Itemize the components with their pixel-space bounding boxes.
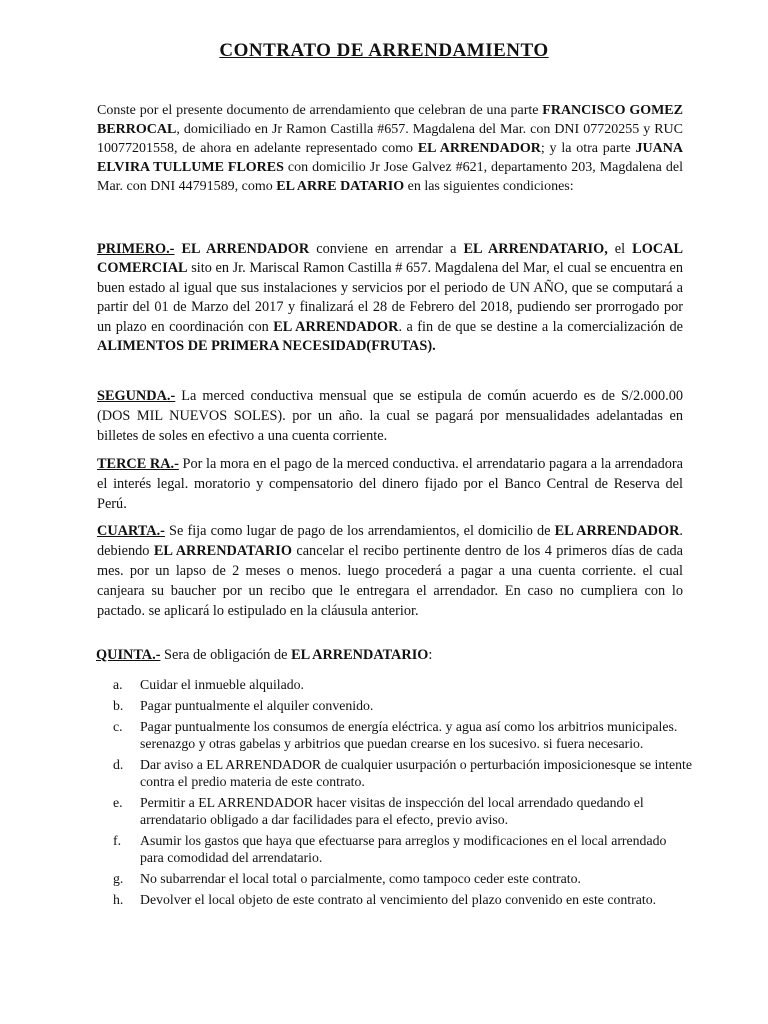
intro-text-1: Conste por el presente documento de arrendamiento que celebran de una parte [97, 103, 543, 118]
primero-bold-1: EL ARRENDADOR [181, 241, 310, 257]
primero-bold-3: LOCAL COMERCIAL [97, 241, 683, 277]
lessor-name: FRANCISCO GOMEZ BERROCAL [97, 103, 683, 137]
cuarta-text-2: . debiendo [97, 523, 683, 559]
clause-primero [97, 240, 683, 356]
cuarta-bold-1: EL ARRENDADOR [554, 523, 680, 539]
list-marker: f. [113, 833, 122, 848]
list-item [113, 676, 693, 693]
list-item [113, 891, 693, 908]
primero-text-4: . a fin de que se destine a la comercialización de [398, 318, 683, 335]
list-marker: b. [113, 698, 124, 713]
clause-quinta-heading: QUINTA.- [96, 647, 161, 663]
list-item-text: Pagar puntualmente el alquiler convenido. [140, 698, 374, 713]
cuarta-bold-2: EL ARRENDATARIO [153, 543, 292, 559]
list-marker: d. [113, 757, 124, 772]
document-title: CONTRATO DE ARRENDAMIENTO [219, 40, 549, 61]
primero-text-2: el [607, 241, 633, 257]
list-marker: e. [113, 795, 123, 810]
intro-text-4: con domicilio Jr Jose Galvez #621, departamento 203, Magdalena del Mar. con DNI 44791589, como [97, 160, 683, 194]
primero-bold-4: EL ARRENDADOR [273, 318, 399, 335]
clause-tercera-heading: TERCE RA.- [97, 456, 179, 472]
list-marker: a. [113, 677, 123, 692]
clause-cuarta [97, 521, 683, 621]
list-item-text: Asumir los gastos que haya que efectuarse para arreglos y modificaciones en el local arrendado para comodidad del arrendatario. [140, 833, 667, 865]
lessee-label: EL ARRE DATARIO [276, 179, 405, 194]
intro-text-3: ; y la otra parte [540, 141, 636, 156]
obligations-list [113, 676, 693, 912]
list-item [113, 794, 693, 828]
lessor-label: EL ARRENDADOR [417, 141, 541, 156]
quinta-text-2: : [428, 647, 433, 663]
clause-primero-heading: PRIMERO.- [97, 241, 175, 257]
cuarta-text-3: cancelar el recibo pertinente dentro de los 4 primeros días de cada mes. por un lapso de 2 meses o menos. luego procederá a pagar a una cuenta corriente. el cual canjeara su baucher por un recibo que le entregara el arrendador. En caso no cumpliera con lo pactado. se aplicará lo estipulado en la cláusula anterior. [97, 543, 683, 619]
list-item-text: Permitir a EL ARRENDADOR hacer visitas de inspección del local arrendado quedando el arrendatario obligado a dar facilidades para el efecto, previo aviso. [140, 795, 644, 827]
primero-text-3: sito en Jr. Mariscal Ramon Castilla # 657. Magdalena del Mar, el cual se encuentra en buen estado al igual que sus instalaciones y servicios por el periodo de UN AÑO, que se computará a partir del 01 de Marzo del 2017 y finalizará el 28 de Febrero del 2018, pudiendo ser prorrogado por un plazo en coordinación con [97, 260, 683, 335]
primero-bold-5: ALIMENTOS DE PRIMERA NECESIDAD(FRUTAS). [97, 338, 436, 355]
list-marker: h. [113, 892, 124, 907]
primero-bold-2: EL ARRENDATARIO, [463, 241, 608, 257]
clause-cuarta-heading: CUARTA.- [97, 523, 165, 539]
list-item-text: Dar aviso a EL ARRENDADOR de cualquier usurpación o perturbación imposicionesque se intente contra el predio materia de este contrato. [140, 757, 692, 789]
quinta-bold-1: EL ARRENDATARIO [291, 647, 429, 663]
lessee-name: JUANA ELVIRA TULLUME FLORES [97, 141, 683, 175]
cuarta-text-1: Se fija como lugar de pago de los arrendamientos, el domicilio de [164, 523, 555, 539]
primero-text-1: conviene en arrendar a [309, 241, 464, 257]
intro-text-2: , domiciliado en Jr Ramon Castilla #657. Magdalena del Mar. con DNI 07720255 y RUC 10077201558, de ahora en adelante representado como [97, 122, 683, 156]
list-item-text: No subarrendar el local total o parcialmente, como tampoco ceder este contrato. [140, 871, 581, 886]
tercera-text: Por la mora en el pago de la merced conductiva. el arrendatario pagara a la arrendadora el interés legal. moratorio y compensatorio del dinero fijado por el Banco Central de Reserva del Perú. [97, 456, 683, 512]
list-item [113, 870, 693, 887]
list-item [113, 718, 693, 752]
list-item [113, 832, 693, 866]
clause-tercera [97, 454, 683, 514]
list-item [113, 756, 693, 790]
list-item-text: Devolver el local objeto de este contrato al vencimiento del plazo convenido en este contrato. [140, 892, 657, 907]
clause-segunda-heading: SEGUNDA.- [97, 388, 176, 404]
clause-segunda [97, 386, 683, 446]
list-item [113, 697, 693, 714]
list-item-text: Cuidar el inmueble alquilado. [140, 677, 304, 692]
intro-text-5: en las siguientes condiciones: [404, 179, 574, 194]
intro-paragraph [97, 101, 683, 196]
list-item-text: Pagar puntualmente los consumos de energía eléctrica. y agua así como los arbitrios municipales. serenazgo y otras gabelas y arbitrios que puedan crearse en los sucesivo. si fuera necesario. [140, 719, 678, 751]
quinta-text-1: Sera de obligación de [160, 647, 292, 663]
list-marker: c. [113, 719, 123, 734]
clause-quinta [96, 647, 432, 664]
segunda-text: La merced conductiva mensual que se estipula de común acuerdo es de S/2.000.00 (DOS MIL NUEVOS SOLES). por un año. la cual se pagará por mensualidades adelantadas en billetes de soles en efectivo a una cuenta corriente. [97, 388, 683, 444]
list-marker: g. [113, 871, 124, 886]
